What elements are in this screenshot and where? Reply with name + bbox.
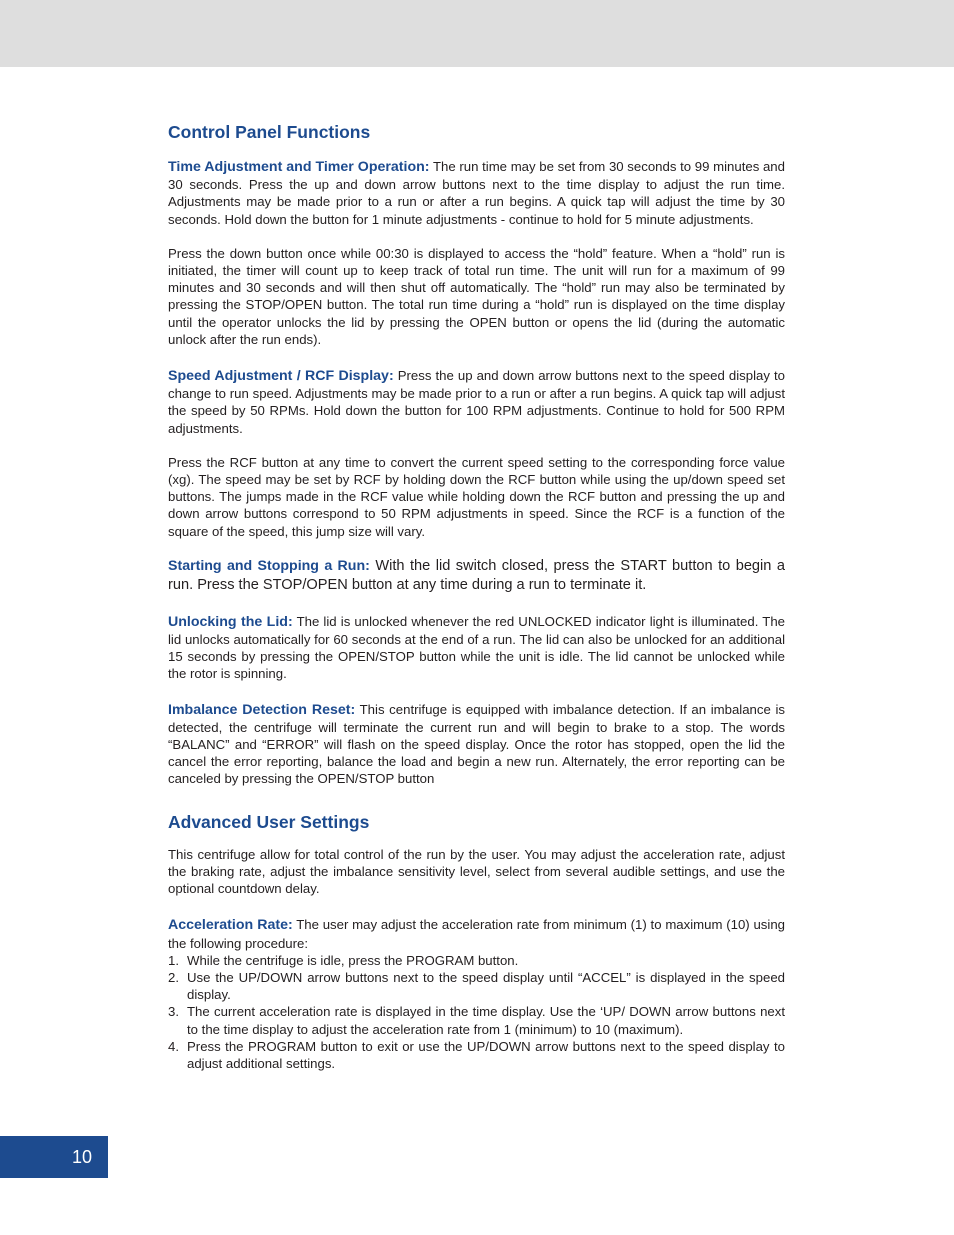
- page-number: 10: [72, 1147, 93, 1167]
- lead-starting-stopping: Starting and Stopping a Run:: [168, 557, 370, 574]
- paragraph-acceleration: [168, 916, 785, 951]
- text-time-adjustment: The run time may be set from 30 seconds to 99 minutes and 30 seconds. Press the up and down arrow buttons next to the time display to adjust the run time. Adjustments may be made prior to a run or after a run begins. A quick tap will adjust the time by 30 seconds. Hold down the button for 1 minute adjustments - continue to hold for 5 minute adjustments.: [168, 159, 785, 227]
- step-text: The current acceleration rate is displayed in the time display. Use the ‘UP/ DOWN arrow buttons next to the time display to adjust the acceleration rate from 1 (minimum) to 10 (maximum).: [187, 1004, 785, 1037]
- step-text: Press the PROGRAM button to exit or use the UP/DOWN arrow buttons next to the speed display to adjust additional settings.: [187, 1038, 785, 1071]
- paragraph-rcf: Press the RCF button at any time to convert the current speed setting to the corresponding force value (xg). The speed may be set by RCF by holding down the RCF button while using the up/down speed set buttons. The jumps made in the RCF value while holding down the RCF button and pressing the up and down arrow buttons correspond to 50 RPM adjustments in speed. Since the RCF is a function of the square of the speed, this jump size will vary.: [168, 454, 785, 539]
- list-item: [168, 1038, 785, 1072]
- list-item: [168, 1003, 785, 1037]
- paragraph-imbalance: [168, 701, 785, 788]
- list-item: [168, 952, 785, 969]
- text-speed-adjustment: Press the up and down arrow buttons next to the speed display to change to run speed. Adjustments may be made prior to a run or after a run begins. A quick tap will adjust the speed by 50 RPMs. Hold down the button for 100 RPM adjustments. Continue to hold for 500 RPM adjustments.: [168, 368, 785, 436]
- paragraph-unlocking: [168, 613, 785, 683]
- page-number-box: [0, 1136, 108, 1178]
- step-number: 4.: [168, 1038, 179, 1054]
- page-content: [168, 120, 785, 1072]
- acceleration-steps-list: [168, 952, 785, 1072]
- step-text: While the centrifuge is idle, press the PROGRAM button.: [187, 952, 519, 968]
- paragraph-speed-adjustment: [168, 367, 785, 437]
- lead-imbalance: Imbalance Detection Reset:: [168, 701, 356, 718]
- lead-speed-adjustment: Speed Adjustment / RCF Display:: [168, 368, 394, 385]
- step-number: 2.: [168, 969, 179, 985]
- header-band: [0, 0, 954, 67]
- paragraph-time-adjustment: [168, 158, 785, 228]
- paragraph-advanced-intro: This centrifuge allow for total control of the run by the user. You may adjust the acceleration rate, adjust the braking rate, adjust the imbalance sensitivity level, select from several audible settings, and use the optional countdown delay.: [168, 846, 785, 897]
- paragraph-hold-feature: Press the down button once while 00:30 is displayed to access the “hold” feature. When a “hold” run is initiated, the timer will count up to keep track of total run time. The unit will run for a maximum of 99 minutes and 30 seconds and will then shut off automatically. The “hold” run may also be terminated by pressing the STOP/OPEN button. The total run time during a “hold” run is displayed on the time display until the operator unlocks the lid by pressing the OPEN button or opens the lid (during the automatic unlock after the run ends).: [168, 245, 785, 347]
- paragraph-starting-stopping: [168, 557, 785, 596]
- text-unlocking: The lid is unlocked whenever the red UNLOCKED indicator light is illuminated. The lid unlocks automatically for 60 seconds at the end of a run. The lid can also be unlocked for an additional 15 seconds by pressing the OPEN/STOP button while the unit is idle. The lid cannot be unlocked while the rotor is spinning.: [168, 613, 785, 682]
- text-acceleration: The user may adjust the acceleration rate from minimum (1) to maximum (10) using the following procedure:: [168, 917, 785, 951]
- lead-unlocking: Unlocking the Lid:: [168, 613, 293, 630]
- step-text: Use the UP/DOWN arrow buttons next to the speed display until “ACCEL” is displayed in the speed display.: [187, 969, 785, 1003]
- section-heading-advanced: Advanced User Settings: [168, 811, 370, 832]
- step-number: 1.: [168, 952, 179, 968]
- lead-acceleration: Acceleration Rate:: [168, 917, 293, 934]
- step-number: 3.: [168, 1004, 179, 1020]
- text-starting-stopping: With the lid switch closed, press the START button to begin a run. Press the STOP/OPEN button at any time during a run to terminate it.: [168, 557, 785, 594]
- list-item: [168, 969, 785, 1003]
- text-imbalance: This centrifuge is equipped with imbalance detection. If an imbalance is detected, the centrifuge will terminate the current run and will begin to brake to a stop. The words “BALANC” and “ERROR” will flash on the speed display. Once the rotor has stopped, open the lid the cancel the error reporting, balance the load and begin a new run. Alternately, the error reporting can be canceled by pressing the OPEN/STOP button: [168, 701, 785, 787]
- lead-time-adjustment: Time Adjustment and Timer Operation:: [168, 159, 430, 175]
- section-heading-control-panel: Control Panel Functions: [168, 122, 371, 142]
